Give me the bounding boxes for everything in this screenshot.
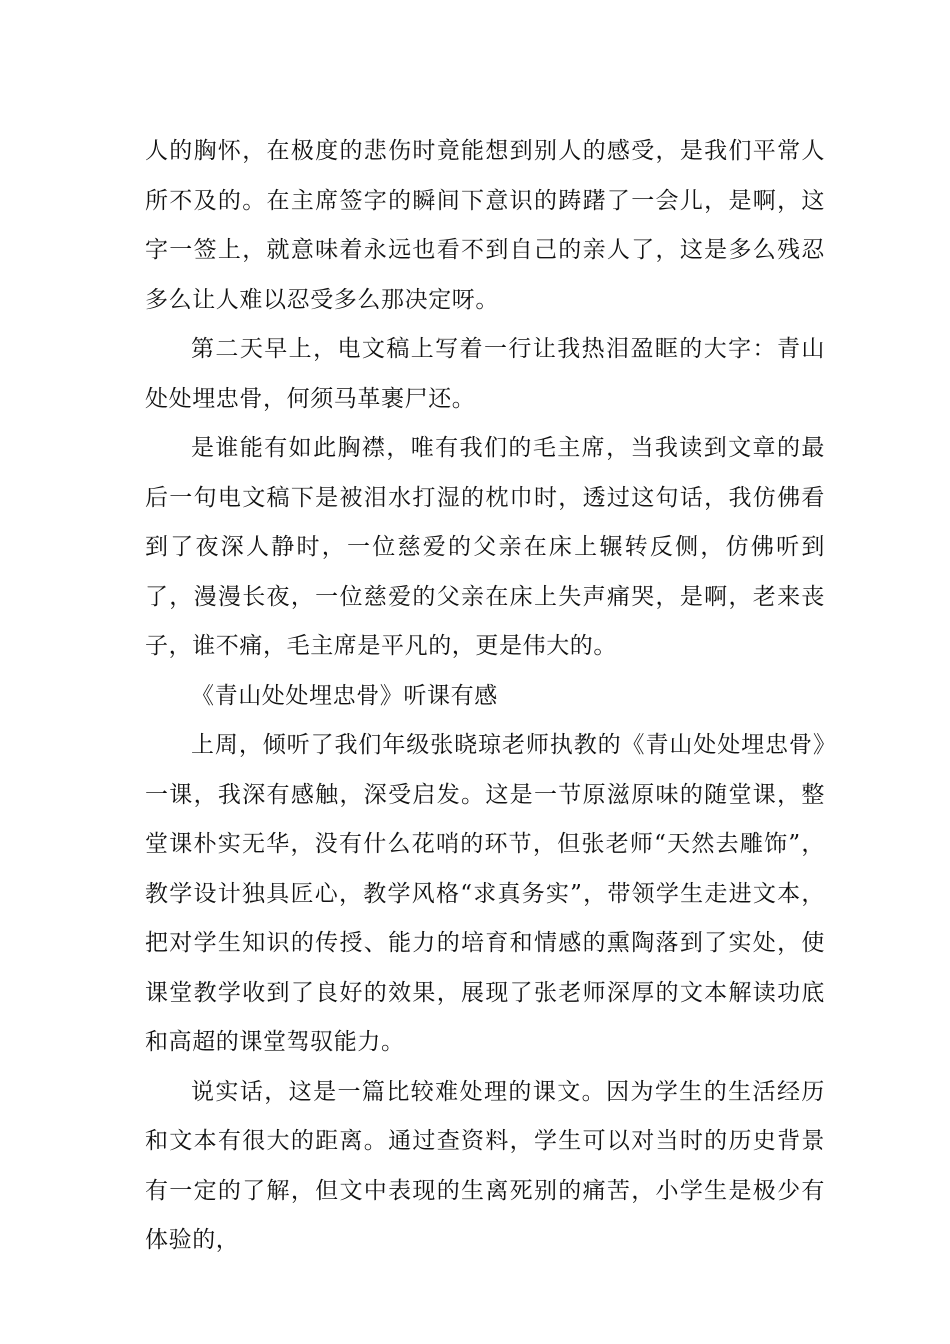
document-body xyxy=(145,127,825,1266)
paragraph-continuation: 人的胸怀，在极度的悲伤时竟能想到别人的感受，是我们平常人所不及的。在主席签字的瞬间下意识的踌躇了一会儿，是啊，这字一签上，就意味着永远也看不到自己的亲人了，这是多么残忍多么让人难以忍受多么那决定呀。 xyxy=(145,138,825,313)
paragraph-telegram: 第二天早上，电文稿上写着一行让我热泪盈眶的大字：青山处处埋忠骨，何须马革裹尸还。 xyxy=(145,336,825,412)
paragraph-reflection: 是谁能有如此胸襟，唯有我们的毛主席，当我读到文章的最后一句电文稿下是被泪水打湿的枕巾时，透过这句话，我仿佛看到了夜深人静时，一位慈爱的父亲在床上辗转反侧，仿佛听到了，漫漫长夜，一位慈爱的父亲在床上失声痛哭，是啊，老来丧子，谁不痛，毛主席是平凡的，更是伟大的。 xyxy=(145,435,825,659)
paragraph-difficulty: 说实话，这是一篇比较难处理的课文。因为学生的生活经历和文本有很大的距离。通过查资料，学生可以对当时的历史背景有一定的了解，但文中表现的生离死别的痛苦，小学生是极少有体验的， xyxy=(145,1078,825,1253)
paragraph-lesson-review: 上周，倾听了我们年级张晓琼老师执教的《青山处处埋忠骨》一课，我深有感触，深受启发。这是一节原滋原味的随堂课，整堂课朴实无华，没有什么花哨的环节，但张老师“天然去雕饰”，教学设计独具匠心，教学风格“求真务实”，带领学生走进文本，把对学生知识的传授、能力的培育和情感的熏陶落到了实处，使课堂教学收到了良好的效果，展现了张老师深厚的文本解读功底和高超的课堂驾驭能力。 xyxy=(145,732,825,1055)
section-title: 《青山处处埋忠骨》听课有感 xyxy=(191,682,498,709)
